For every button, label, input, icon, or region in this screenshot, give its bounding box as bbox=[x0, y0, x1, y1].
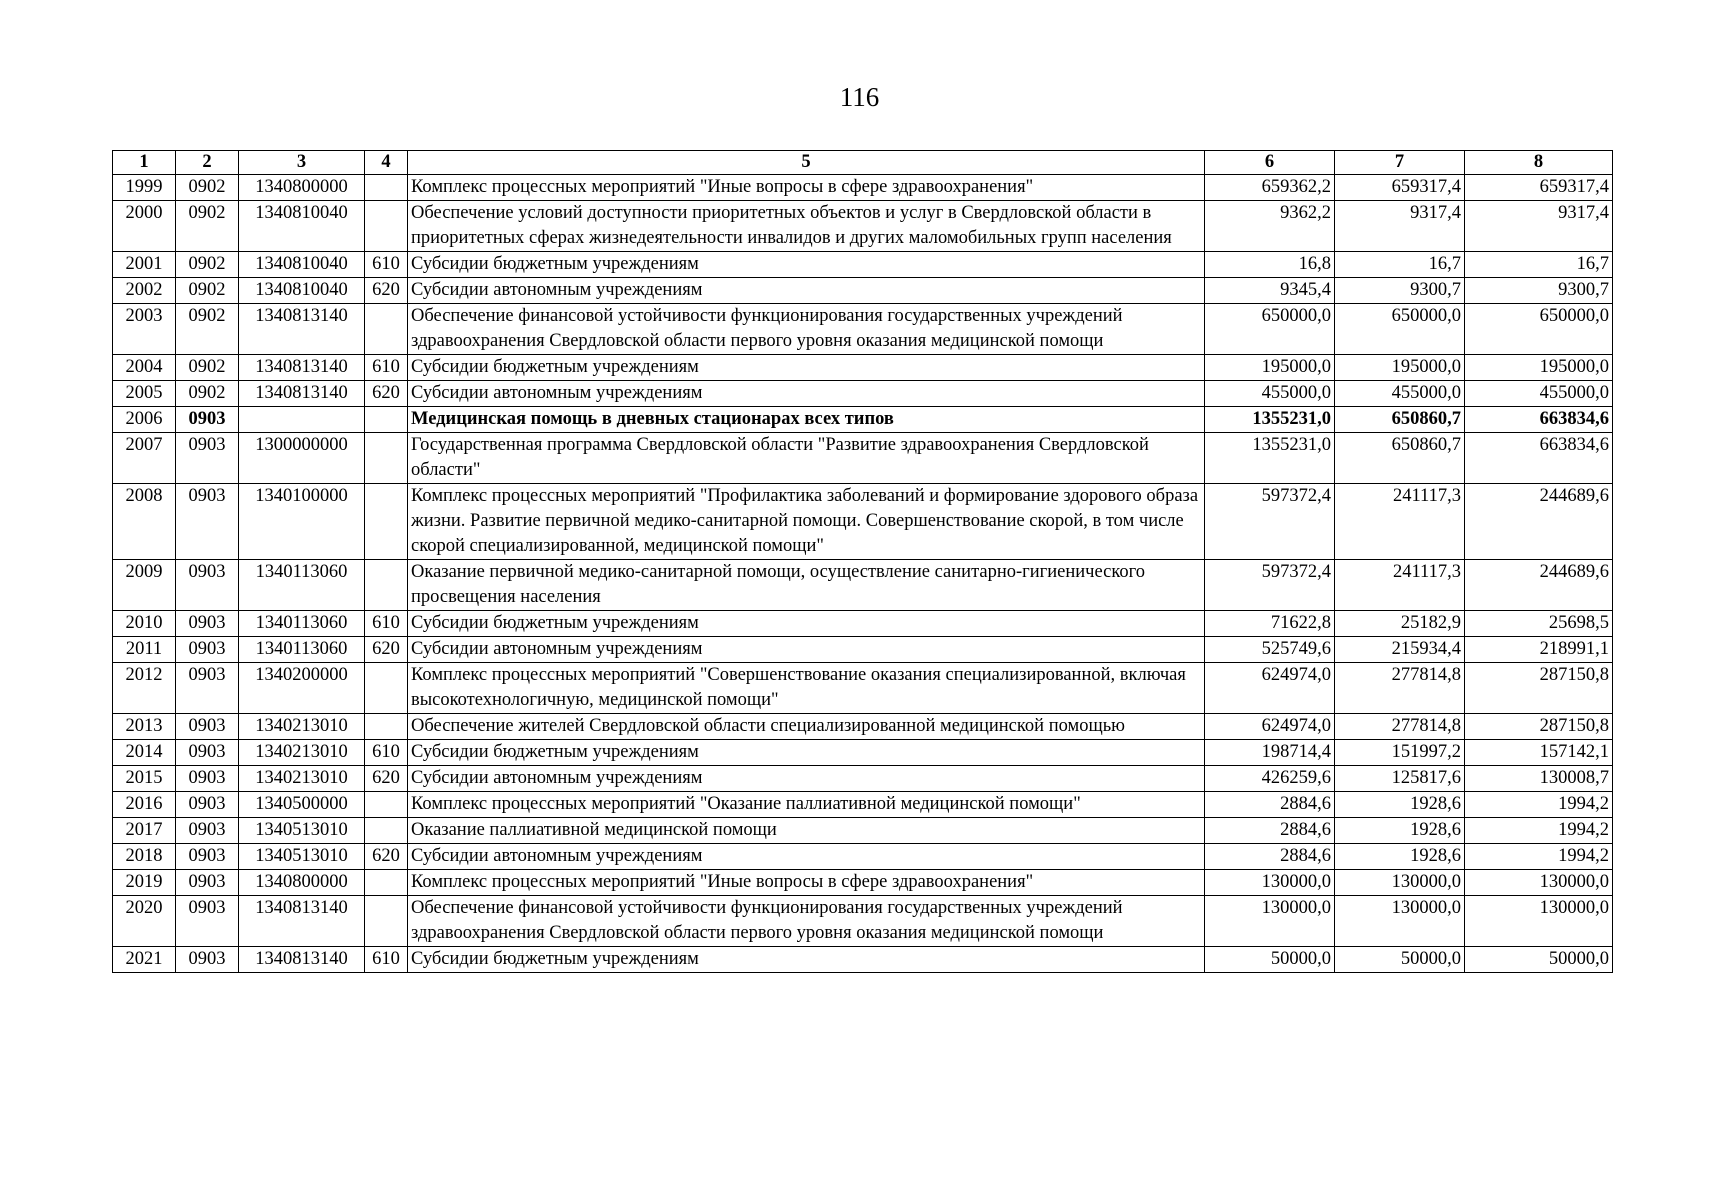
expense-type-cell: 620 bbox=[365, 278, 408, 304]
expense-type-cell bbox=[365, 560, 408, 611]
row-number-cell: 2000 bbox=[113, 201, 176, 252]
row-number-cell: 2008 bbox=[113, 484, 176, 560]
item-name-cell: Государственная программа Свердловской области "Развитие здравоохранения Свердловской области" bbox=[408, 433, 1205, 484]
amount-col6-cell: 650000,0 bbox=[1205, 304, 1335, 355]
amount-col8-cell: 244689,6 bbox=[1465, 560, 1613, 611]
item-name-cell: Субсидии бюджетным учреждениям bbox=[408, 740, 1205, 766]
amount-col8-cell: 287150,8 bbox=[1465, 663, 1613, 714]
target-article-cell: 1340513010 bbox=[239, 844, 365, 870]
row-number-cell: 2019 bbox=[113, 870, 176, 896]
section-code-cell: 0903 bbox=[176, 407, 239, 433]
amount-col7-cell: 9300,7 bbox=[1335, 278, 1465, 304]
header-row bbox=[113, 151, 1613, 175]
amount-col7-cell: 277814,8 bbox=[1335, 663, 1465, 714]
section-code-cell: 0903 bbox=[176, 560, 239, 611]
amount-col6-cell: 624974,0 bbox=[1205, 714, 1335, 740]
expense-type-cell: 620 bbox=[365, 637, 408, 663]
table-row bbox=[113, 201, 1613, 252]
table-row bbox=[113, 433, 1613, 484]
row-number-cell: 2013 bbox=[113, 714, 176, 740]
column-header: 4 bbox=[365, 151, 408, 175]
section-code-cell: 0902 bbox=[176, 278, 239, 304]
column-header: 1 bbox=[113, 151, 176, 175]
table-row bbox=[113, 484, 1613, 560]
amount-col7-cell: 1928,6 bbox=[1335, 844, 1465, 870]
amount-col7-cell: 650000,0 bbox=[1335, 304, 1465, 355]
amount-col6-cell: 195000,0 bbox=[1205, 355, 1335, 381]
target-article-cell: 1340513010 bbox=[239, 818, 365, 844]
item-name-cell: Субсидии автономным учреждениям bbox=[408, 381, 1205, 407]
target-article-cell: 1340810040 bbox=[239, 252, 365, 278]
row-number-cell: 2009 bbox=[113, 560, 176, 611]
item-name-cell: Комплекс процессных мероприятий "Совершенствование оказания специализированной, включая высокотехнологичную, медицинской помощи" bbox=[408, 663, 1205, 714]
expense-type-cell bbox=[365, 714, 408, 740]
amount-col7-cell: 130000,0 bbox=[1335, 896, 1465, 947]
table-row bbox=[113, 663, 1613, 714]
amount-col7-cell: 1928,6 bbox=[1335, 818, 1465, 844]
section-code-cell: 0903 bbox=[176, 766, 239, 792]
table-row bbox=[113, 792, 1613, 818]
row-number-cell: 2004 bbox=[113, 355, 176, 381]
amount-col7-cell: 277814,8 bbox=[1335, 714, 1465, 740]
item-name-cell: Обеспечение финансовой устойчивости функционирования государственных учреждений здравоохранения Свердловской области первого уровня оказания медицинской помощи bbox=[408, 896, 1205, 947]
row-number-cell: 2007 bbox=[113, 433, 176, 484]
table-row bbox=[113, 304, 1613, 355]
target-article-cell: 1340113060 bbox=[239, 560, 365, 611]
table-row bbox=[113, 355, 1613, 381]
row-number-cell: 2002 bbox=[113, 278, 176, 304]
row-number-cell: 2011 bbox=[113, 637, 176, 663]
row-number-cell: 2005 bbox=[113, 381, 176, 407]
expense-type-cell bbox=[365, 175, 408, 201]
column-header: 8 bbox=[1465, 151, 1613, 175]
item-name-cell: Субсидии автономным учреждениям bbox=[408, 844, 1205, 870]
item-name-cell: Медицинская помощь в дневных стационарах всех типов bbox=[408, 407, 1205, 433]
amount-col6-cell: 455000,0 bbox=[1205, 381, 1335, 407]
expense-type-cell: 620 bbox=[365, 766, 408, 792]
target-article-cell: 1340800000 bbox=[239, 175, 365, 201]
amount-col8-cell: 50000,0 bbox=[1465, 947, 1613, 973]
amount-col6-cell: 525749,6 bbox=[1205, 637, 1335, 663]
amount-col8-cell: 663834,6 bbox=[1465, 433, 1613, 484]
amount-col7-cell: 16,7 bbox=[1335, 252, 1465, 278]
amount-col7-cell: 9317,4 bbox=[1335, 201, 1465, 252]
section-code-cell: 0903 bbox=[176, 663, 239, 714]
row-number-cell: 2015 bbox=[113, 766, 176, 792]
amount-col7-cell: 241117,3 bbox=[1335, 560, 1465, 611]
item-name-cell: Обеспечение финансовой устойчивости функционирования государственных учреждений здравоохранения Свердловской области первого уровня оказания медицинской помощи bbox=[408, 304, 1205, 355]
target-article-cell: 1340813140 bbox=[239, 355, 365, 381]
amount-col8-cell: 130000,0 bbox=[1465, 896, 1613, 947]
target-article-cell: 1340813140 bbox=[239, 947, 365, 973]
table-row bbox=[113, 714, 1613, 740]
target-article-cell: 1340113060 bbox=[239, 611, 365, 637]
column-header: 6 bbox=[1205, 151, 1335, 175]
section-code-cell: 0903 bbox=[176, 484, 239, 560]
amount-col8-cell: 244689,6 bbox=[1465, 484, 1613, 560]
target-article-cell: 1340810040 bbox=[239, 278, 365, 304]
amount-col8-cell: 195000,0 bbox=[1465, 355, 1613, 381]
amount-col7-cell: 195000,0 bbox=[1335, 355, 1465, 381]
page-number: 116 bbox=[839, 82, 880, 112]
amount-col7-cell: 241117,3 bbox=[1335, 484, 1465, 560]
column-header: 5 bbox=[408, 151, 1205, 175]
amount-col7-cell: 151997,2 bbox=[1335, 740, 1465, 766]
target-article-cell: 1300000000 bbox=[239, 433, 365, 484]
target-article-cell: 1340813140 bbox=[239, 304, 365, 355]
item-name-cell: Субсидии бюджетным учреждениям bbox=[408, 611, 1205, 637]
table-row bbox=[113, 870, 1613, 896]
section-code-cell: 0902 bbox=[176, 175, 239, 201]
amount-col8-cell: 663834,6 bbox=[1465, 407, 1613, 433]
section-code-cell: 0903 bbox=[176, 896, 239, 947]
row-number-cell: 2006 bbox=[113, 407, 176, 433]
amount-col8-cell: 16,7 bbox=[1465, 252, 1613, 278]
section-code-cell: 0903 bbox=[176, 947, 239, 973]
budget-table bbox=[112, 150, 1613, 973]
section-code-cell: 0903 bbox=[176, 611, 239, 637]
section-code-cell: 0903 bbox=[176, 844, 239, 870]
amount-col7-cell: 25182,9 bbox=[1335, 611, 1465, 637]
amount-col6-cell: 9345,4 bbox=[1205, 278, 1335, 304]
amount-col8-cell: 218991,1 bbox=[1465, 637, 1613, 663]
amount-col8-cell: 455000,0 bbox=[1465, 381, 1613, 407]
amount-col6-cell: 426259,6 bbox=[1205, 766, 1335, 792]
column-header: 3 bbox=[239, 151, 365, 175]
item-name-cell: Субсидии автономным учреждениям bbox=[408, 766, 1205, 792]
amount-col6-cell: 71622,8 bbox=[1205, 611, 1335, 637]
amount-col8-cell: 9300,7 bbox=[1465, 278, 1613, 304]
amount-col6-cell: 50000,0 bbox=[1205, 947, 1335, 973]
amount-col6-cell: 2884,6 bbox=[1205, 844, 1335, 870]
section-code-cell: 0903 bbox=[176, 714, 239, 740]
section-code-cell: 0902 bbox=[176, 304, 239, 355]
table-row bbox=[113, 740, 1613, 766]
amount-col8-cell: 157142,1 bbox=[1465, 740, 1613, 766]
target-article-cell: 1340500000 bbox=[239, 792, 365, 818]
amount-col6-cell: 2884,6 bbox=[1205, 792, 1335, 818]
table-row bbox=[113, 896, 1613, 947]
expense-type-cell bbox=[365, 407, 408, 433]
row-number-cell: 2001 bbox=[113, 252, 176, 278]
item-name-cell: Обеспечение условий доступности приоритетных объектов и услуг в Свердловской области в приоритетных сферах жизнедеятельности инвалидов и других маломобильных групп населения bbox=[408, 201, 1205, 252]
target-article-cell: 1340810040 bbox=[239, 201, 365, 252]
amount-col8-cell: 130000,0 bbox=[1465, 870, 1613, 896]
amount-col6-cell: 659362,2 bbox=[1205, 175, 1335, 201]
table-row bbox=[113, 407, 1613, 433]
table-body bbox=[113, 175, 1613, 973]
target-article-cell: 1340100000 bbox=[239, 484, 365, 560]
section-code-cell: 0902 bbox=[176, 355, 239, 381]
amount-col8-cell: 1994,2 bbox=[1465, 792, 1613, 818]
item-name-cell: Субсидии автономным учреждениям bbox=[408, 637, 1205, 663]
table-row bbox=[113, 637, 1613, 663]
row-number-cell: 2021 bbox=[113, 947, 176, 973]
amount-col8-cell: 130008,7 bbox=[1465, 766, 1613, 792]
amount-col8-cell: 1994,2 bbox=[1465, 844, 1613, 870]
target-article-cell: 1340813140 bbox=[239, 381, 365, 407]
expense-type-cell bbox=[365, 663, 408, 714]
expense-type-cell: 610 bbox=[365, 740, 408, 766]
row-number-cell: 2016 bbox=[113, 792, 176, 818]
amount-col8-cell: 1994,2 bbox=[1465, 818, 1613, 844]
table-row bbox=[113, 611, 1613, 637]
target-article-cell: 1340813140 bbox=[239, 896, 365, 947]
section-code-cell: 0903 bbox=[176, 740, 239, 766]
section-code-cell: 0902 bbox=[176, 381, 239, 407]
expense-type-cell: 610 bbox=[365, 947, 408, 973]
expense-type-cell bbox=[365, 870, 408, 896]
item-name-cell: Субсидии бюджетным учреждениям bbox=[408, 355, 1205, 381]
row-number-cell: 2012 bbox=[113, 663, 176, 714]
section-code-cell: 0903 bbox=[176, 637, 239, 663]
expense-type-cell bbox=[365, 201, 408, 252]
table-row bbox=[113, 278, 1613, 304]
amount-col6-cell: 2884,6 bbox=[1205, 818, 1335, 844]
amount-col7-cell: 215934,4 bbox=[1335, 637, 1465, 663]
row-number-cell: 2014 bbox=[113, 740, 176, 766]
expense-type-cell: 610 bbox=[365, 355, 408, 381]
item-name-cell: Субсидии бюджетным учреждениям bbox=[408, 252, 1205, 278]
target-article-cell bbox=[239, 407, 365, 433]
item-name-cell: Субсидии автономным учреждениям bbox=[408, 278, 1205, 304]
expense-type-cell bbox=[365, 304, 408, 355]
row-number-cell: 2017 bbox=[113, 818, 176, 844]
section-code-cell: 0903 bbox=[176, 818, 239, 844]
row-number-cell: 2018 bbox=[113, 844, 176, 870]
row-number-cell: 2010 bbox=[113, 611, 176, 637]
amount-col6-cell: 1355231,0 bbox=[1205, 407, 1335, 433]
row-number-cell: 2003 bbox=[113, 304, 176, 355]
expense-type-cell bbox=[365, 792, 408, 818]
expense-type-cell bbox=[365, 484, 408, 560]
item-name-cell: Комплекс процессных мероприятий "Иные вопросы в сфере здравоохранения" bbox=[408, 175, 1205, 201]
row-number-cell: 1999 bbox=[113, 175, 176, 201]
table-row bbox=[113, 844, 1613, 870]
row-number-cell: 2020 bbox=[113, 896, 176, 947]
target-article-cell: 1340800000 bbox=[239, 870, 365, 896]
amount-col6-cell: 130000,0 bbox=[1205, 896, 1335, 947]
section-code-cell: 0903 bbox=[176, 870, 239, 896]
amount-col8-cell: 659317,4 bbox=[1465, 175, 1613, 201]
section-code-cell: 0902 bbox=[176, 252, 239, 278]
target-article-cell: 1340213010 bbox=[239, 766, 365, 792]
item-name-cell: Субсидии бюджетным учреждениям bbox=[408, 947, 1205, 973]
section-code-cell: 0902 bbox=[176, 201, 239, 252]
expense-type-cell bbox=[365, 433, 408, 484]
expense-type-cell: 610 bbox=[365, 611, 408, 637]
target-article-cell: 1340113060 bbox=[239, 637, 365, 663]
amount-col8-cell: 650000,0 bbox=[1465, 304, 1613, 355]
expense-type-cell: 620 bbox=[365, 381, 408, 407]
amount-col6-cell: 624974,0 bbox=[1205, 663, 1335, 714]
table-row bbox=[113, 560, 1613, 611]
amount-col6-cell: 198714,4 bbox=[1205, 740, 1335, 766]
amount-col8-cell: 9317,4 bbox=[1465, 201, 1613, 252]
column-header: 2 bbox=[176, 151, 239, 175]
amount-col6-cell: 597372,4 bbox=[1205, 560, 1335, 611]
column-header: 7 bbox=[1335, 151, 1465, 175]
expense-type-cell bbox=[365, 896, 408, 947]
amount-col7-cell: 650860,7 bbox=[1335, 433, 1465, 484]
item-name-cell: Комплекс процессных мероприятий "Иные вопросы в сфере здравоохранения" bbox=[408, 870, 1205, 896]
amount-col7-cell: 125817,6 bbox=[1335, 766, 1465, 792]
target-article-cell: 1340213010 bbox=[239, 714, 365, 740]
table-row bbox=[113, 766, 1613, 792]
item-name-cell: Обеспечение жителей Свердловской области специализированной медицинской помощью bbox=[408, 714, 1205, 740]
item-name-cell: Оказание первичной медико-санитарной помощи, осуществление санитарно-гигиенического просвещения населения bbox=[408, 560, 1205, 611]
table-row bbox=[113, 381, 1613, 407]
amount-col8-cell: 287150,8 bbox=[1465, 714, 1613, 740]
table-row bbox=[113, 947, 1613, 973]
amount-col6-cell: 597372,4 bbox=[1205, 484, 1335, 560]
amount-col6-cell: 16,8 bbox=[1205, 252, 1335, 278]
amount-col7-cell: 130000,0 bbox=[1335, 870, 1465, 896]
amount-col7-cell: 1928,6 bbox=[1335, 792, 1465, 818]
target-article-cell: 1340200000 bbox=[239, 663, 365, 714]
item-name-cell: Комплекс процессных мероприятий "Профилактика заболеваний и формирование здорового образа жизни. Развитие первичной медико-санитарной помощи. Совершенствование скорой, в том числе скорой специализированной, медицинской помощи" bbox=[408, 484, 1205, 560]
amount-col7-cell: 659317,4 bbox=[1335, 175, 1465, 201]
table-row bbox=[113, 175, 1613, 201]
expense-type-cell bbox=[365, 818, 408, 844]
expense-type-cell: 620 bbox=[365, 844, 408, 870]
item-name-cell: Комплекс процессных мероприятий "Оказание паллиативной медицинской помощи" bbox=[408, 792, 1205, 818]
amount-col6-cell: 9362,2 bbox=[1205, 201, 1335, 252]
table-row bbox=[113, 818, 1613, 844]
expense-type-cell: 610 bbox=[365, 252, 408, 278]
section-code-cell: 0903 bbox=[176, 433, 239, 484]
table-row bbox=[113, 252, 1613, 278]
section-code-cell: 0903 bbox=[176, 792, 239, 818]
target-article-cell: 1340213010 bbox=[239, 740, 365, 766]
amount-col8-cell: 25698,5 bbox=[1465, 611, 1613, 637]
amount-col6-cell: 1355231,0 bbox=[1205, 433, 1335, 484]
amount-col6-cell: 130000,0 bbox=[1205, 870, 1335, 896]
item-name-cell: Оказание паллиативной медицинской помощи bbox=[408, 818, 1205, 844]
amount-col7-cell: 455000,0 bbox=[1335, 381, 1465, 407]
amount-col7-cell: 50000,0 bbox=[1335, 947, 1465, 973]
amount-col7-cell: 650860,7 bbox=[1335, 407, 1465, 433]
